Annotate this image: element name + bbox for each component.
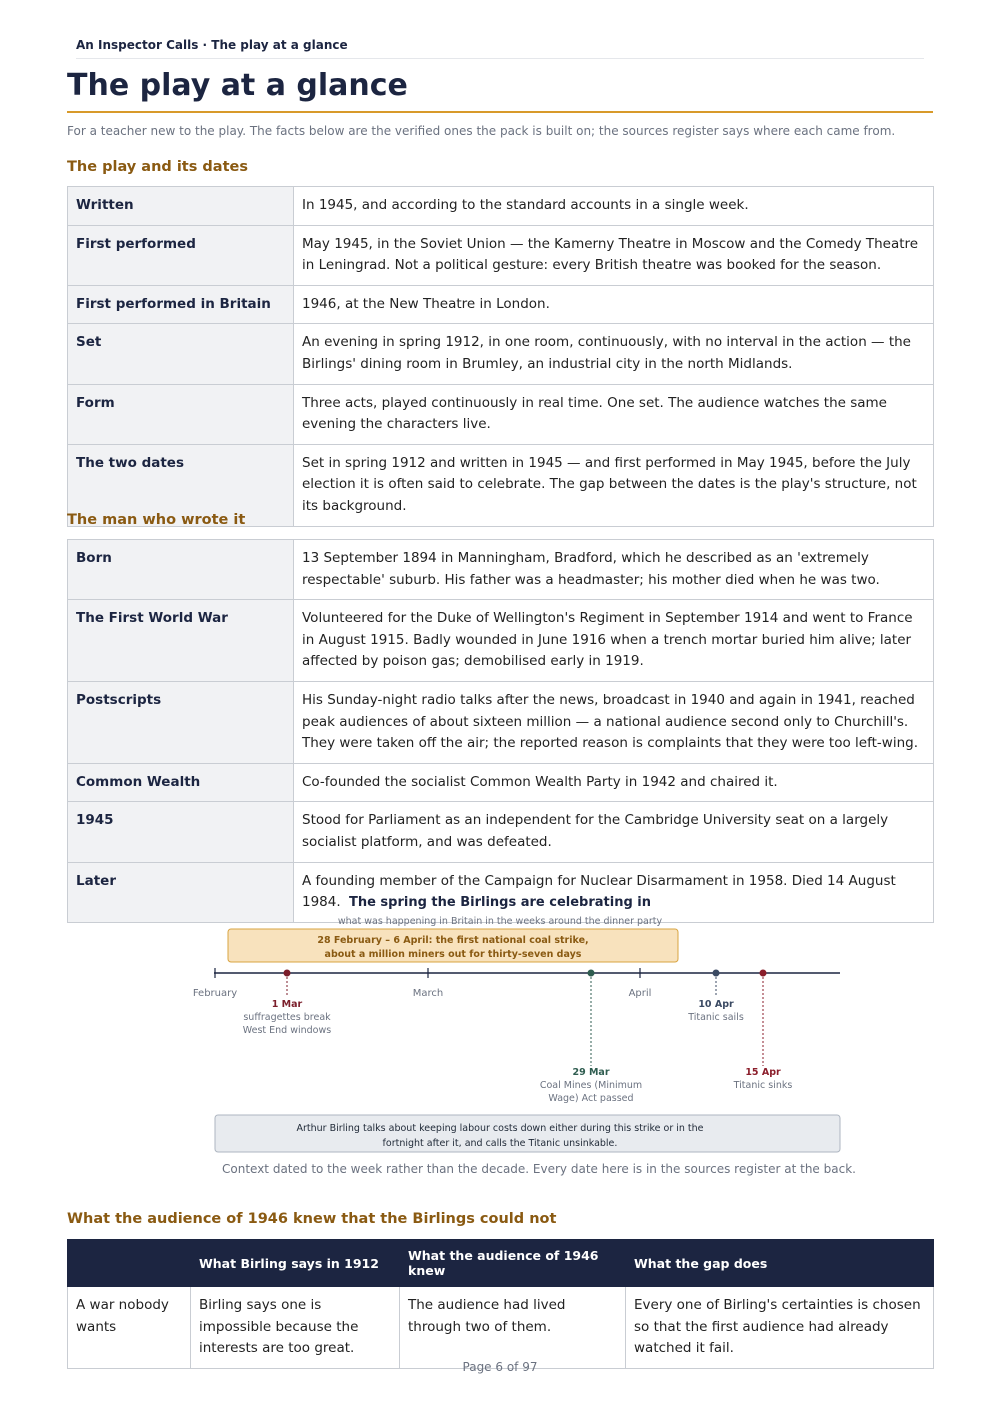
author-table (67, 539, 934, 923)
column-header (68, 1240, 191, 1287)
timeline-caption: Context dated to the week rather than the decade. Every date here is in the sources register at the back. (222, 1162, 856, 1176)
table-row (68, 802, 934, 862)
month-label-april: April (628, 988, 652, 999)
table-row (68, 763, 934, 802)
row-label: Set (68, 324, 294, 384)
row-label: Later (68, 862, 294, 922)
row-label: Common Wealth (68, 763, 294, 802)
event-marker-10-apr (713, 970, 720, 977)
row-value: His Sunday-night radio talks after the news, broadcast in 1940 and again in 1941, reached peak audiences of about sixteen million — a national audience second only to Churchill's. They were taken off the air; the reported reason is complaints that they were too left-wing. (294, 681, 934, 763)
table-row (68, 384, 934, 444)
table-cell: Birling says one is impossible because the interests are too great. (191, 1287, 400, 1369)
page-title: The play at a glance (67, 68, 933, 113)
row-label: First performed in Britain (68, 285, 294, 324)
event-desc: Titanic sinks (733, 1080, 793, 1091)
row-label: First performed (68, 225, 294, 285)
strike-label-line2: about a million miners out for thirty-seven days (324, 949, 582, 960)
birling-note-line1: Arthur Birling talks about keeping labour costs down either during this strike or in the (296, 1123, 704, 1134)
event-date: 1 Mar (271, 999, 303, 1010)
event-marker-1-mar (284, 970, 291, 977)
row-label: Written (68, 187, 294, 226)
row-label: Form (68, 384, 294, 444)
event-desc: Wage) Act passed (548, 1093, 634, 1104)
table-row (68, 1287, 934, 1369)
column-header: What the audience of 1946 knew (400, 1240, 626, 1287)
row-label: The two dates (68, 444, 294, 526)
table-row (68, 187, 934, 226)
row-value: Co-founded the socialist Common Wealth Party in 1942 and chaired it. (294, 763, 934, 802)
row-value: Three acts, played continuously in real time. One set. The audience watches the same evening the characters live. (294, 384, 934, 444)
column-header: What Birling says in 1912 (191, 1240, 400, 1287)
row-label: 1945 (68, 802, 294, 862)
event-desc: West End windows (242, 1025, 332, 1036)
row-label: Postscripts (68, 681, 294, 763)
table-row (68, 285, 934, 324)
event-desc: Coal Mines (Minimum (539, 1080, 643, 1091)
month-label-february: February (192, 988, 238, 999)
row-label: Born (68, 540, 294, 600)
section-heading-gap: What the audience of 1946 knew that the Birlings could not (67, 1211, 557, 1227)
table-cell: Every one of Birling's certainties is chosen so that the first audience had already watched it fail. (626, 1287, 934, 1369)
table-cell: A war nobody wants (68, 1287, 191, 1369)
column-header: What the gap does (626, 1240, 934, 1287)
section-heading-author: The man who wrote it (67, 512, 246, 528)
table-row (68, 324, 934, 384)
section-heading-dates: The play and its dates (67, 159, 248, 175)
running-head: An Inspector Calls · The play at a glance (76, 38, 924, 59)
timeline-subtitle: what was happening in Britain in the weeks around the dinner party (337, 916, 663, 927)
event-desc: Titanic sails (688, 1012, 744, 1023)
timeline-title: The spring the Birlings are celebrating in (348, 895, 652, 910)
row-value: Stood for Parliament as an independent for the Cambridge University seat on a largely socialist platform, and was defeated. (294, 802, 934, 862)
row-value: 1946, at the New Theatre in London. (294, 285, 934, 324)
dates-table (67, 186, 934, 527)
table-cell: The audience had lived through two of them. (400, 1287, 626, 1369)
month-label-march: March (412, 988, 444, 999)
row-label: The First World War (68, 600, 294, 682)
lede: For a teacher new to the play. The facts below are the verified ones the pack is built on; the sources register says where each came from. (67, 124, 896, 138)
table-row (68, 600, 934, 682)
table-row (68, 225, 934, 285)
row-value: May 1945, in the Soviet Union — the Kamerny Theatre in Moscow and the Comedy Theatre in Leningrad. Not a political gesture: every British theatre was booked for the season. (294, 225, 934, 285)
event-date: 29 Mar (572, 1067, 610, 1078)
table-header-row (68, 1240, 934, 1287)
row-value: Set in spring 1912 and written in 1945 — and first performed in May 1945, before the July election it is often said to celebrate. The gap between the dates is the play's structure, not its background. (294, 444, 934, 526)
strike-label-line1: 28 February – 6 April: the first national coal strike, (317, 935, 589, 946)
row-value: Volunteered for the Duke of Wellington's Regiment in September 1914 and went to France in August 1915. Badly wounded in June 1916 when a trench mortar buried him alive; later affected by poison gas; demobilised early in 1919. (294, 600, 934, 682)
event-date: 15 Apr (745, 1067, 781, 1078)
row-value: An evening in spring 1912, in one room, continuously, with no interval in the action — the Birlings' dining room in Brumley, an industrial city in the north Midlands. (294, 324, 934, 384)
row-value: A founding member of the Campaign for Nuclear Disarmament in 1958. Died 14 August 1984. (294, 862, 934, 922)
page-number: Page 6 of 97 (462, 1360, 538, 1374)
row-value: 13 September 1894 in Manningham, Bradford, which he described as an 'extremely respectable' suburb. His father was a headmaster; his mother died when he was two. (294, 540, 934, 600)
table-row (68, 540, 934, 600)
birling-note-line2: fortnight after it, and calls the Titanic unsinkable. (382, 1138, 618, 1149)
event-date: 10 Apr (698, 999, 734, 1010)
event-desc: suffragettes break (243, 1012, 331, 1023)
row-value: In 1945, and according to the standard accounts in a single week. (294, 187, 934, 226)
table-row (68, 681, 934, 763)
gap-table (67, 1239, 934, 1369)
event-marker-29-mar (588, 970, 595, 977)
timeline-figure (0, 885, 1000, 1160)
event-marker-15-apr (760, 970, 767, 977)
